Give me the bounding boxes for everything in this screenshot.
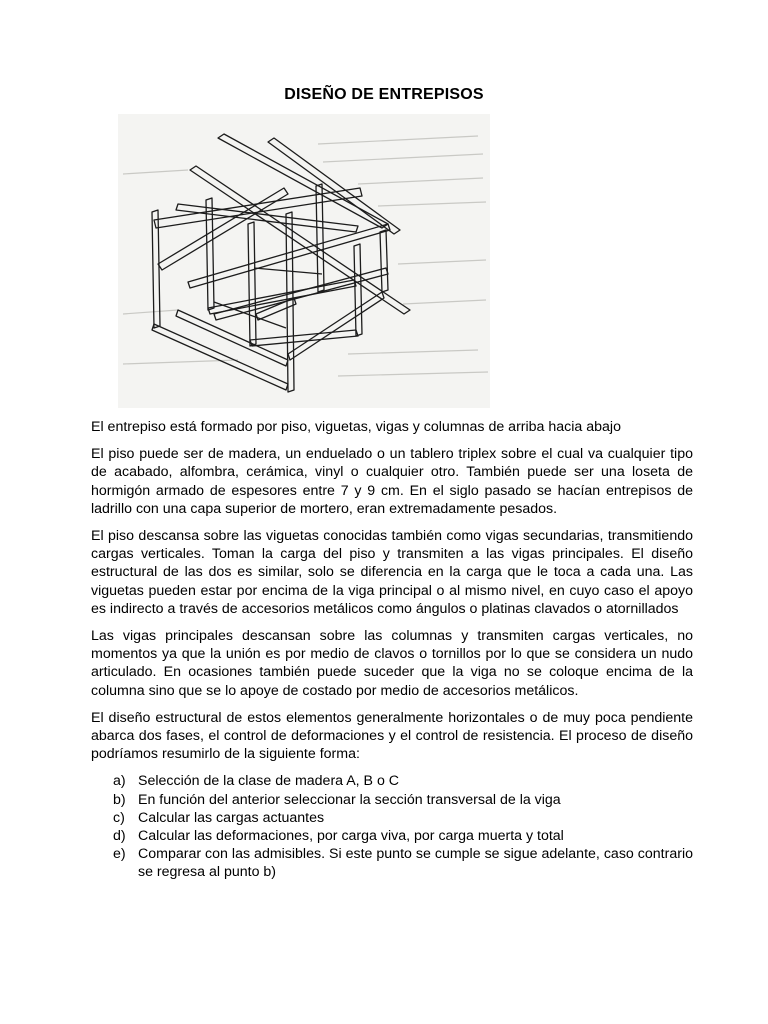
paragraph-5: El diseño estructural de estos elementos generalmente horizontales o de muy poca pendiente abarca dos fases, el control de deformaciones y el control de resistencia. El proceso de diseño podríamos resumirlo de la siguiente forma: xyxy=(91,709,693,763)
paragraph-2: El piso puede ser de madera, un enduelado o un tablero triplex sobre el cual va cualquier tipo de acabado, alfombra, cerámica, vinyl o cualquier otro. También puede ser una loseta de hormigón armado de espesores entre 7 y 9 cm. En el siglo pasado se hacían entrepisos de ladrillo con una capa superior de mortero, eran extremadamente pesados. xyxy=(91,446,693,517)
timber-frame-drawing xyxy=(118,114,490,408)
timber-floor-framing-figure xyxy=(118,114,490,408)
list-item xyxy=(91,827,693,845)
list-marker: b) xyxy=(113,791,126,808)
paragraph-1: El entrepiso está formado por piso, viguetas, vigas y columnas de arriba hacia abajo xyxy=(91,419,621,435)
document-body xyxy=(91,418,693,882)
list-marker: e) xyxy=(113,846,126,863)
design-steps-list xyxy=(91,772,693,881)
paragraph-4: Las vigas principales descansan sobre las columnas y transmiten cargas verticales, no momentos ya que la unión es por medio de clavos o tornillos por lo que se considera un nudo articulado. En ocasiones también puede suceder que la viga no se coloque encima de la columna sino que se lo apoye de costado por medio de accesorios metálicos. xyxy=(91,628,693,699)
document-title: DISEÑO DE ENTREPISOS xyxy=(284,86,484,103)
list-item-text: Calcular las deformaciones, por carga viva, por carga muerta y total xyxy=(138,828,564,845)
list-item-text: En función del anterior seleccionar la sección transversal de la viga xyxy=(138,791,561,808)
list-marker: a) xyxy=(113,773,126,790)
list-item xyxy=(91,809,693,827)
list-item-text: Selección de la clase de madera A, B o C xyxy=(138,773,400,790)
list-item xyxy=(91,845,693,881)
list-marker: d) xyxy=(113,828,126,845)
list-item-text: Comparar con las admisibles. Si este punto se cumple se sigue adelante, caso contrario se regresa al punto b) xyxy=(138,846,693,881)
paragraph-3: El piso descansa sobre las viguetas conocidas también como vigas secundarias, transmitiendo cargas verticales. Toman la carga del piso y transmiten a las vigas principales. El diseño estructural de las dos es similar, solo se diferencia en la carga que le toca a cada una. Las viguetas pueden estar por encima de la viga principal o al mismo nivel, en cuyo caso el apoyo es indirecto a través de accesorios metálicos como ángulos o platinas clavados o atornillados xyxy=(91,528,693,617)
list-item xyxy=(91,791,693,809)
list-item xyxy=(91,772,693,790)
list-item-text: Calcular las cargas actuantes xyxy=(138,809,325,826)
list-marker: c) xyxy=(113,809,125,826)
